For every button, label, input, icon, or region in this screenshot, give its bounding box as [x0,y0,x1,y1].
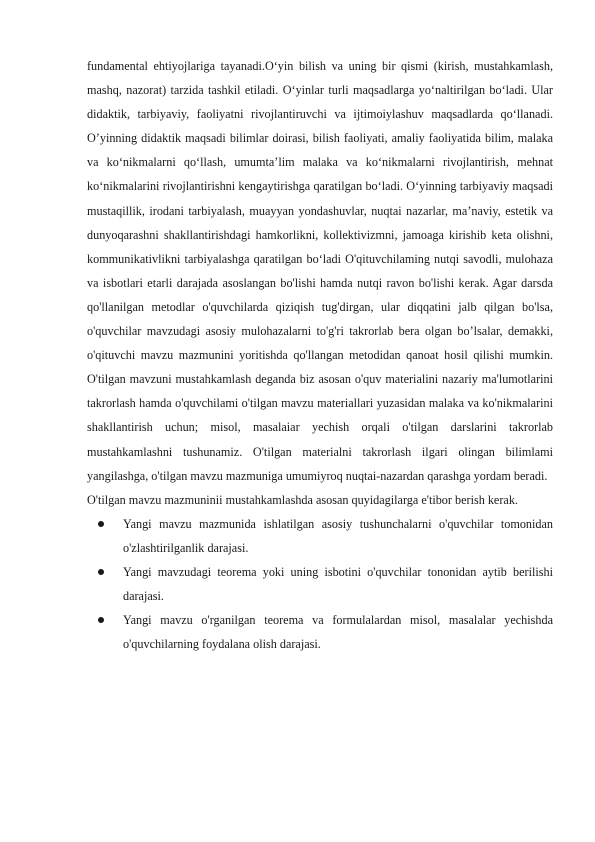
bullet-icon [98,521,104,527]
bullet-item [87,512,553,560]
document-page [87,54,553,656]
bullet-text: Yangi mavzu o'rganilgan teorema va formulalardan misol, masalalar yechishda o'quvchilarning foydalana olish darajasi. [123,613,553,652]
bullet-item [87,608,553,656]
bullet-list [87,512,553,657]
body-paragraph: fundamental ehtiyojlariga tayanadi.O‘yin bilish va uning bir qismi (kirish, mustahkamlash, mashq, nazorat) tarzida tashkil etiladi. O‘yinlar turli maqsadlarga yo‘naltirilgan bo‘ladi. Ular didaktik, tarbiyaviy, faoliyatni rivojlantiruvchi va ijtimoiylashuv maqsadlarda qo‘llanadi. O’yinning didaktik maqsadi bilimlar doirasi, bilish faoliyati, amaliy faoliyatida bilim, malaka va ko‘nikmalarni qo‘llash, umumta’lim malaka va ko‘nikmalarni rivojlantirish, mehnat ko‘nikmalarini rivojlantirishni kengaytirishga qaratilgan bo‘ladi. O‘yinning tarbiyaviy maqsadi mustaqillik, irodani tarbiyalash, muayyan yondashuvlar, nuqtai nazarlar, ma’naviy, estetik va dunyoqarashni shakllantirishdagi hamkorlikni, kollektivizmni, jamoaga kirishib keta olishni, kommunikativlikni tarbiyalashga qaratilgan bo‘ladi O'qituvchilaming nutqi savodli, mulohaza va isbotlari etarli darajada asoslangan bo'lishi hamda nutqi ravon bo'lishi kerak. Agar darsda qo'llanilgan metodlar o'quvchilarda qiziqish tug'dirgan, ular diqqatini jalb qilgan bo'lsa, o'quvchilar mavzudagi asosiy mulohazalarni to'g'ri takrorlab bera olgan bo’lsalar, demakki, o'qituvchi mavzu mazmunini yoritishda qo'llangan metodidan qanoat hosil qilishi mumkin. O'tilgan mavzuni mustahkamlash deganda biz asosan o'quv materialini nazariy ma'lumotlarini takrorlash hamda o'quvchilami o'tilgan mavzu materiallari yuzasidan malaka va ko'nikmalarini shakllantirish uchun; misol, masalaiar yechish orqali o'tilgan darslarini takrorlab mustahkamlashni tushunamiz. O'tilgan materialni takrorlash ilgari olingan bilimlami yangilashga, o'tilgan mavzu mazmuniga umumiyroq nuqtai-nazardan qarashga yordam beradi. [87,59,553,483]
bullet-icon [98,569,104,575]
bullet-item [87,560,553,608]
bullet-text: Yangi mavzu mazmunida ishlatilgan asosiy tushunchalarni o'quvchilar tomonidan o'zlashtirilganlik darajasi. [123,516,553,555]
bullet-text: Yangi mavzudagi teorema yoki uning isbotini o'quvchilar tononidan aytib berilishi darajasi. [123,564,553,604]
body-paragraph: O'tilgan mavzu mazmuninii mustahkamlashda asosan quyidagilarga e'tibor berish kerak. [87,492,518,507]
bullet-icon [98,617,104,623]
